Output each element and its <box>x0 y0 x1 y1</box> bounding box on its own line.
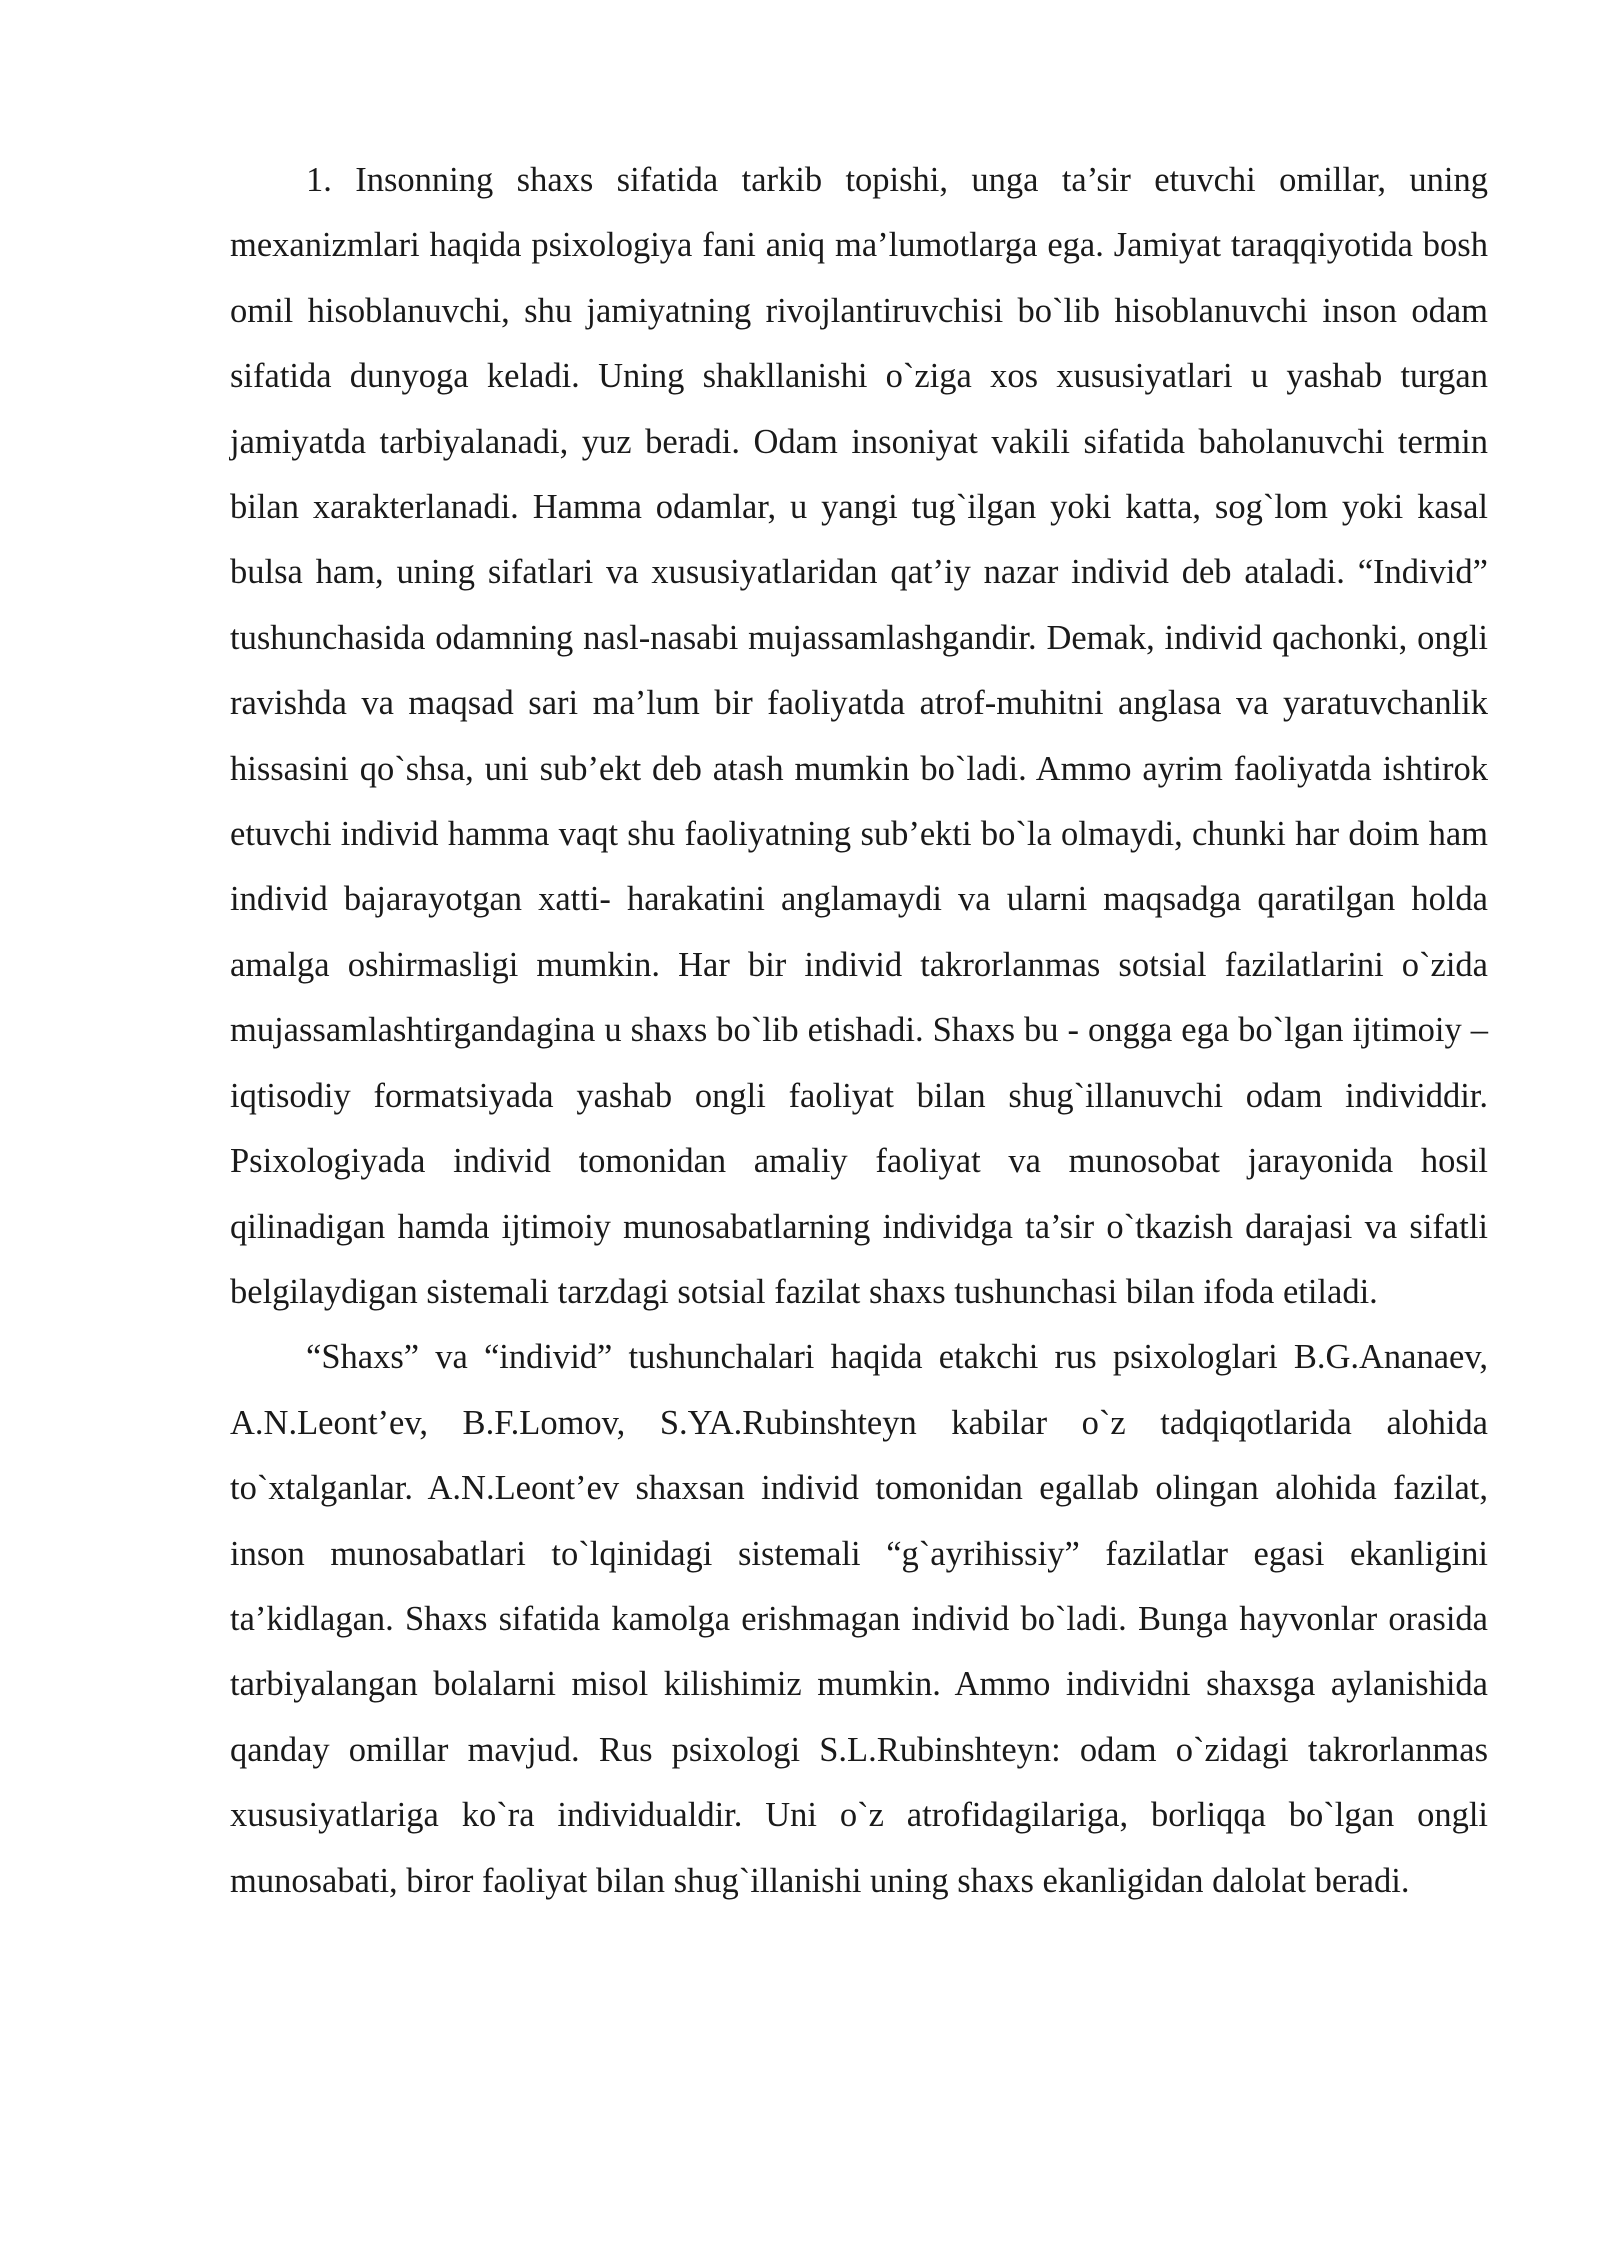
paragraph-1: 1. Insonning shaxs sifatida tarkib topishi, unga ta’sir etuvchi omillar, uning mexanizmlari haqida psixologiya fani aniq ma’lumotlarga ega. Jamiyat taraqqiyotida bosh omil hisoblanuvchi, shu jamiyatning rivojlantiruvchisi bo`lib hisoblanuvchi inson odam sifatida dunyoga keladi. Uning shakllanishi o`ziga xos xususiyatlari u yashab turgan jamiyatda tarbiyalanadi, yuz beradi. Odam insoniyat vakili sifatida baholanuvchi termin bilan xarakterlanadi. Hamma odamlar, u yangi tug`ilgan yoki katta, sog`lom yoki kasal bulsa ham, uning sifatlari va xususiyatlaridan qat’iy nazar individ deb ataladi. “Individ” tushunchasida odamning nasl-nasabi mujassamlashgandir. Demak, individ qachonki, ongli ravishda va maqsad sari ma’lum bir faoliyatda atrof-muhitni anglasa va yaratuvchanlik hissasini qo`shsa, uni sub’ekt deb atash mumkin bo`ladi. Ammo ayrim faoliyatda ishtirok etuvchi individ hamma vaqt shu faoliyatning sub’ekti bo`la olmaydi, chunki har doim ham individ bajarayotgan xatti- harakatini anglamaydi va ularni maqsadga qaratilgan holda amalga oshirmasligi mumkin. Har bir individ takrorlanmas sotsial fazilatlarini o`zida mujassamlashtirgandagina u shaxs bo`lib etishadi. Shaxs bu - ongga ega bo`lgan ijtimoiy – iqtisodiy formatsiyada yashab ongli faoliyat bilan shug`illanuvchi odam individdir. Psixologiyada individ tomonidan amaliy faoliyat va munosobat jarayonida hosil qilinadigan hamda ijtimoiy munosabatlarning individga ta’sir o`tkazish darajasi va sifatli belgilaydigan sistemali tarzdagi sotsial fazilat shaxs tushunchasi bilan ifoda etiladi. <box>230 161 1488 1311</box>
paragraph-2: “Shaxs” va “individ” tushunchalari haqida etakchi rus psixologlari B.G.Ananaev, A.N.Leont’ev, B.F.Lomov, S.YA.Rubinshteyn kabilar o`z tadqiqotlarida alohida to`xtalganlar. A.N.Leont’ev shaxsan individ tomonidan egallab olingan alohida fazilat, inson munosabatlari to`lqinidagi sistemali “g`ayrihissiy” fazilatlar egasi ekanligini ta’kidlagan. Shaxs sifatida kamolga erishmagan individ bo`ladi. Bunga hayvonlar orasida tarbiyalangan bolalarni misol kilishimiz mumkin. Ammo individni shaxsga aylanishida qanday omillar mavjud. Rus psixologi S.L.Rubinshteyn: odam o`zidagi takrorlanmas xususiyatlariga ko`ra individualdir. Uni o`z atrofidagilariga, borliqqa bo`lgan ongli munosabati, biror faoliyat bilan shug`illanishi uning shaxs ekanligidan dalolat beradi. <box>230 1338 1488 1900</box>
document-body <box>230 148 1488 1914</box>
